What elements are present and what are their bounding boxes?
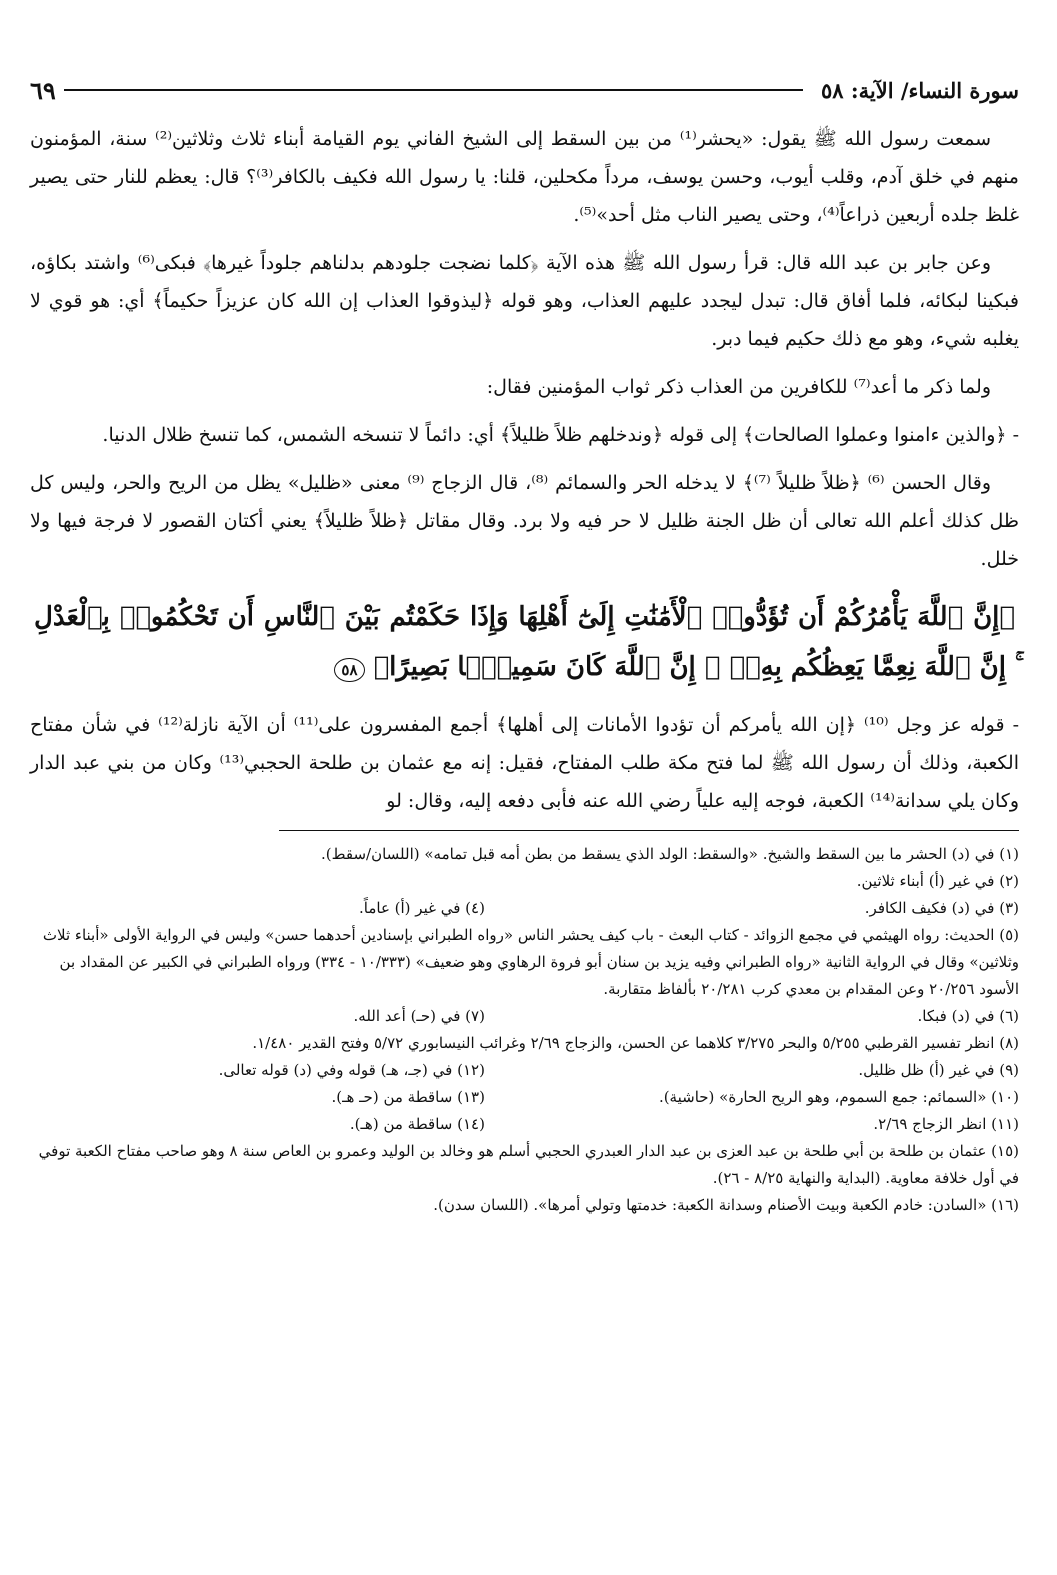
footnote: (٦) في (د) فبكا. (917, 1007, 1019, 1025)
header-rule (64, 89, 803, 91)
paragraph: - ﴿والذين ءامنوا وعملوا الصالحات﴾ إلى قوله ﴿وندخلهم ظلاً ظليلاً﴾ أي: دائماً لا تنسخه الشمس، كما تنسخ ظلال الدنيا. (102, 424, 1019, 446)
footnote-row (30, 1111, 1019, 1138)
footnote: (١٢) في (جـ، هـ) قوله وفي (د) قوله تعالى. (218, 1061, 485, 1079)
footnote: (١٥) عثمان بن طلحة بن أبي طلحة بن عبد العزى بن عبد الدار العبدري الحجبي أسلم هو وخالد بن الوليد وعمرو بن العاص سنة ٨ وهو صاحب مفتاح الكعبة توفي في أول خلافة معاوية. (البداية والنهاية ٨/٢٥ - ٢٦). (38, 1142, 1019, 1187)
footnote: (٣) في (د) فكيف الكافر. (864, 899, 1019, 917)
header-title: سورة النساء/ الآية: ٥٨ (821, 77, 1019, 103)
footnote: (٩) في غير (أ) ظل ظليل. (858, 1061, 1019, 1079)
paragraph: - قوله عز وجل ⁽¹⁰⁾ ﴿إن الله يأمركم أن تؤدوا الأمانات إلى أهلها﴾ أجمع المفسرون على⁽¹¹⁾ أن الآية نازلة⁽¹²⁾ في شأن مفتاح الكعبة، وذلك أن رسول الله ﷺ لما فتح مكة طلب المفتاح، فقيل: إنه مع عثمان بن طلحة الحجبي⁽¹³⁾ وكان من بني عبد الدار وكان يلي سدانة⁽¹⁴⁾ الكعبة، فوجه إليه علياً رضي الله عنه فأبى دفعه إليه، وقال: لو (30, 714, 1019, 812)
page (30, 70, 1019, 1575)
footnote: (١) في (د) الحشر ما بين السقط والشيخ. «والسقط: الولد الذي يسقط من بطن أمه قبل تمامه» (اللسان/سقط). (321, 845, 1019, 863)
footnotes (30, 841, 1019, 1219)
footnote: (٨) انظر تفسير القرطبي ٥/٢٥٥ والبحر ٣/٢٧٥ كلاهما عن الحسن، والزجاج ٢/٦٩ وغرائب النيسابوري ٥/٧٢ وفتح القدير ١/٤٨٠. (252, 1034, 1019, 1052)
footnote-row (30, 1057, 1019, 1084)
footnote: (٤) في غير (أ) عاماً. (359, 899, 485, 917)
verse-number: ٥٨ (334, 658, 364, 682)
footnote: (٥) الحديث: رواه الهيثمي في مجمع الزوائد - كتاب البعث - باب كيف يحشر الناس «رواه الطبراني بإسنادين أحدهما حسن» وليس في الرواية الأولى «أبناء ثلاث وثلاثين» وقال في الرواية الثانية «رواه الطبراني وفيه يزيد بن سنان أبو فروة الرهاوي وهو ضعيف» (١٠/٣٣٣ - ٣٣٤) ورواه الطبراني في الكبير عن المقداد بن الأسود ٢٠/٢٥٦ وعن المقدام بن معدي كرب ٢٠/٢٨١ بألفاظ متقاربة. (42, 926, 1019, 998)
main-text (30, 120, 1019, 820)
footnote-row (30, 1003, 1019, 1030)
footnote: (٢) في غير (أ) أبناء ثلاثين. (856, 872, 1019, 890)
paragraph: وقال الحسن ⁽⁶⁾ ﴿ظلاً ظليلاً ⁽⁷⁾﴾ لا يدخله الحر والسمائم ⁽⁸⁾، قال الزجاج ⁽⁹⁾ معنى «ظليل» يظل من الريح والحر، وليس كل ظل كذلك أعلم الله تعالى أن ظل الجنة ظليل لا حر فيه ولا برد. وقال مقاتل ﴿ظلاً ظليلاً﴾ يعني أكتان القصور لا فرجة فيها ولا خلل. (30, 472, 1019, 570)
footnote: (١٣) ساقطة من (حـ هـ). (331, 1088, 485, 1106)
footnote: (٧) في (حـ) أعد الله. (353, 1007, 485, 1025)
footnote-row (30, 895, 1019, 922)
paragraph: وعن جابر بن عبد الله قال: قرأ رسول الله ﷺ هذه الآية ﴿كلما نضجت جلودهم بدلناهم جلوداً غيرها﴾ فبكى⁽⁶⁾ واشتد بكاؤه، فبكينا لبكائه، فلما أفاق قال: تبدل ليجدد عليهم العذاب، وهو قوله ﴿ليذوقوا العذاب إن الله كان عزيزاً حكيماً﴾ أي: هو قوي لا يغلبه شيء، وهو مع ذلك حكيم فيما دبر. (30, 252, 1019, 350)
running-header (30, 70, 1019, 110)
verse-text: ﴿إِنَّ ٱللَّهَ يَأْمُرُكُمْ أَن تُؤَدُّوا۟ ٱلْأَمَٰنَٰتِ إِلَىٰٓ أَهْلِهَا وَإِذَا حَكَمْتُم بَيْنَ ٱلنَّاسِ أَن تَحْكُمُوا۟ بِٱلْعَدْلِ ۚ إِنَّ ٱللَّهَ نِعِمَّا يَعِظُكُم بِهِۦٓ ۗ إِنَّ ٱللَّهَ كَانَ سَمِيعًۢا بَصِيرًا﴾ (34, 602, 1015, 682)
footnote: (١٠) «السمائم: جمع السموم، وهو الريح الحارة» (حاشية). (658, 1088, 1019, 1106)
footnote: (١١) انظر الزجاج ٢/٦٩. (873, 1115, 1019, 1133)
footnote-row (30, 1084, 1019, 1111)
footnote: (١٤) ساقطة من (هـ). (349, 1115, 485, 1133)
quran-verse (30, 592, 1019, 692)
paragraph: سمعت رسول الله ﷺ يقول: «يحشر⁽¹⁾ من بين السقط إلى الشيخ الفاني يوم القيامة أبناء ثلاث وثلاثين⁽²⁾ سنة، المؤمنون منهم في خلق آدم، وقلب أيوب، وحسن يوسف، مرداً مكحلين، قلنا: يا رسول الله فكيف بالكافر⁽³⁾؟ قال: يعظم للنار حتى يصير غلظ جلده أربعين ذراعاً⁽⁴⁾، وحتى يصير الناب مثل أحد»⁽⁵⁾. (30, 128, 1019, 226)
paragraph: ولما ذكر ما أعد⁽⁷⁾ للكافرين من العذاب ذكر ثواب المؤمنين فقال: (486, 376, 991, 398)
page-number: ٦٩ (30, 75, 56, 105)
footnote: (١٦) «السادن: خادم الكعبة وبيت الأصنام وسدانة الكعبة: خدمتها وتولي أمرها». (اللسان سدن). (433, 1196, 1019, 1214)
footnote-separator (279, 830, 1019, 831)
